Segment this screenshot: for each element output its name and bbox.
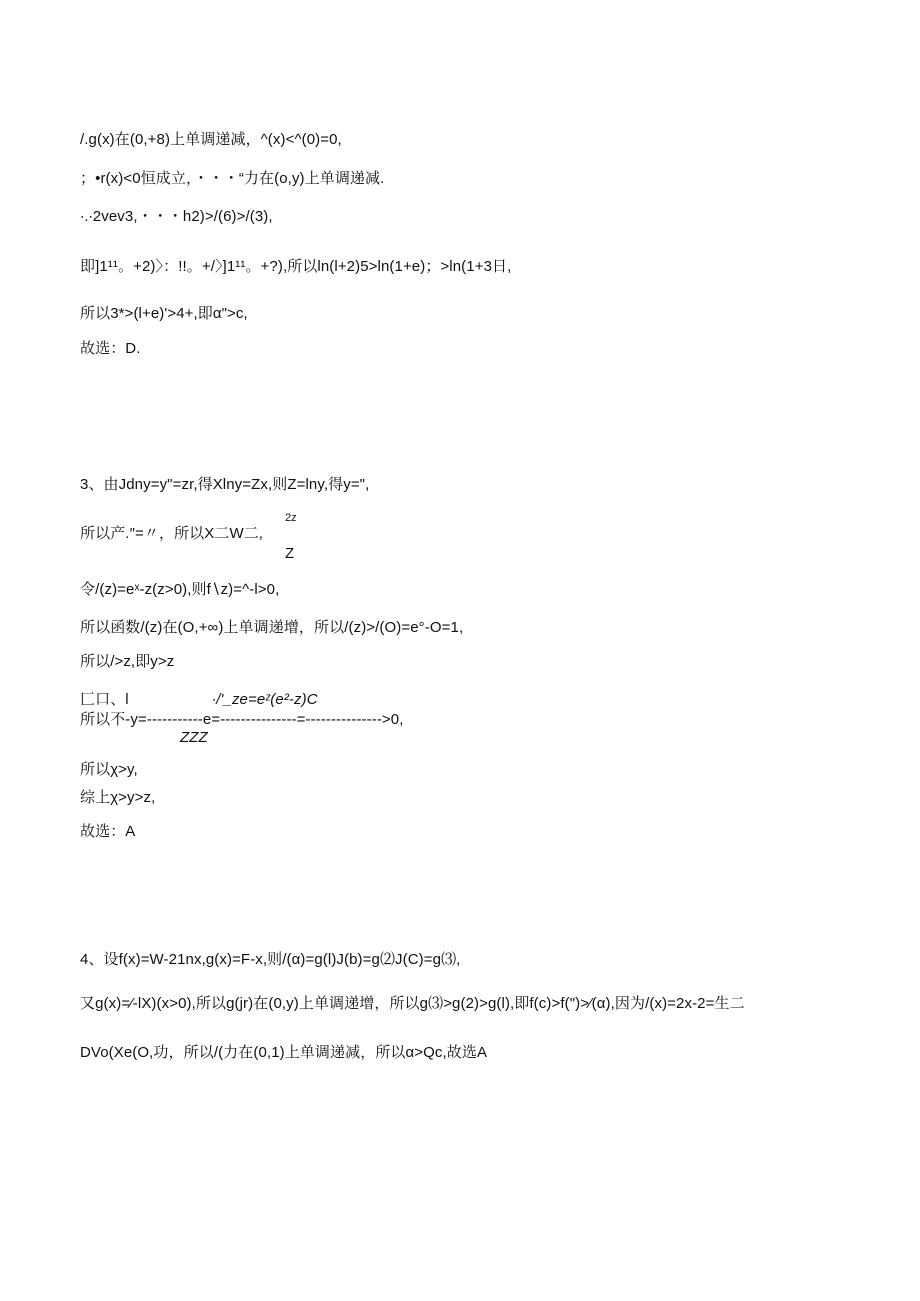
superscript: 2z bbox=[285, 512, 297, 524]
text-line: 故选：A bbox=[80, 823, 136, 840]
text-line: 所以χ>y, bbox=[80, 761, 138, 778]
text-line: ∙/'_ze=eᶻ(e²-z)C bbox=[212, 691, 318, 708]
fraction-denominator: Z bbox=[285, 545, 295, 562]
text-line: DVo(Xe(O,功，所以/(力在(0,1)上单调递减，所以α>Qc,故选A bbox=[80, 1044, 488, 1061]
text-line: 即]1¹¹。+2)〉：!!。+/〉]1¹¹。+?),所以ln(l+2)5>ln(1+e)；>ln(1+3日, bbox=[80, 258, 512, 275]
text-line: ；•r(x)<0恒成立，・・・“力在(o,y)上单调递减. bbox=[80, 170, 385, 187]
text-line: 综上χ>y>z, bbox=[80, 789, 156, 806]
text-line: 匚口、l bbox=[80, 691, 129, 708]
text-line: 所以/>z,即y>z bbox=[80, 653, 175, 670]
text-line: 所以函数/(z)在(O,+∞)上单调递增，所以/(z)>/(O)=e°-O=1, bbox=[80, 619, 464, 636]
text-line: ∙.∙2vev3,・・・h2)>/(6)>/(3), bbox=[80, 208, 273, 225]
text-line: 故选：D. bbox=[80, 340, 141, 357]
text-line: ZZZ bbox=[180, 729, 208, 746]
text-line: 令/(z)=eˣ-z(z>0),则f∖z)=^-l>0, bbox=[80, 581, 280, 598]
text-line: /.g(x)在(0,+8)上单调递减，^(x)<^(0)=0, bbox=[80, 131, 342, 148]
text-line: 所以不-y=-----------e=---------------=--------------->0, bbox=[80, 711, 404, 728]
text-line: 3、由Jdny=y"=zr,得Xlny=Zx,则Z=lny,得y=", bbox=[80, 476, 370, 493]
text-line: 4、设f(x)=W-21nx,g(x)=F-x,则/(α)=g(l)J(b)=g⑵J(C)=g⑶, bbox=[80, 951, 461, 968]
text-line: 又g(x)=⁄-lX)(x>0),所以g(jr)在(0,y)上单调递增，所以g⑶>g(2)>g(l),即f(c)>f(")>⁄(α),因为/(x)=2x-2=生二 bbox=[80, 995, 745, 1012]
text-line: 所以产.″=〃，所以X二W二, bbox=[80, 525, 264, 542]
text-line: 所以3*>(l+e)'>4+,即α">c, bbox=[80, 305, 248, 322]
